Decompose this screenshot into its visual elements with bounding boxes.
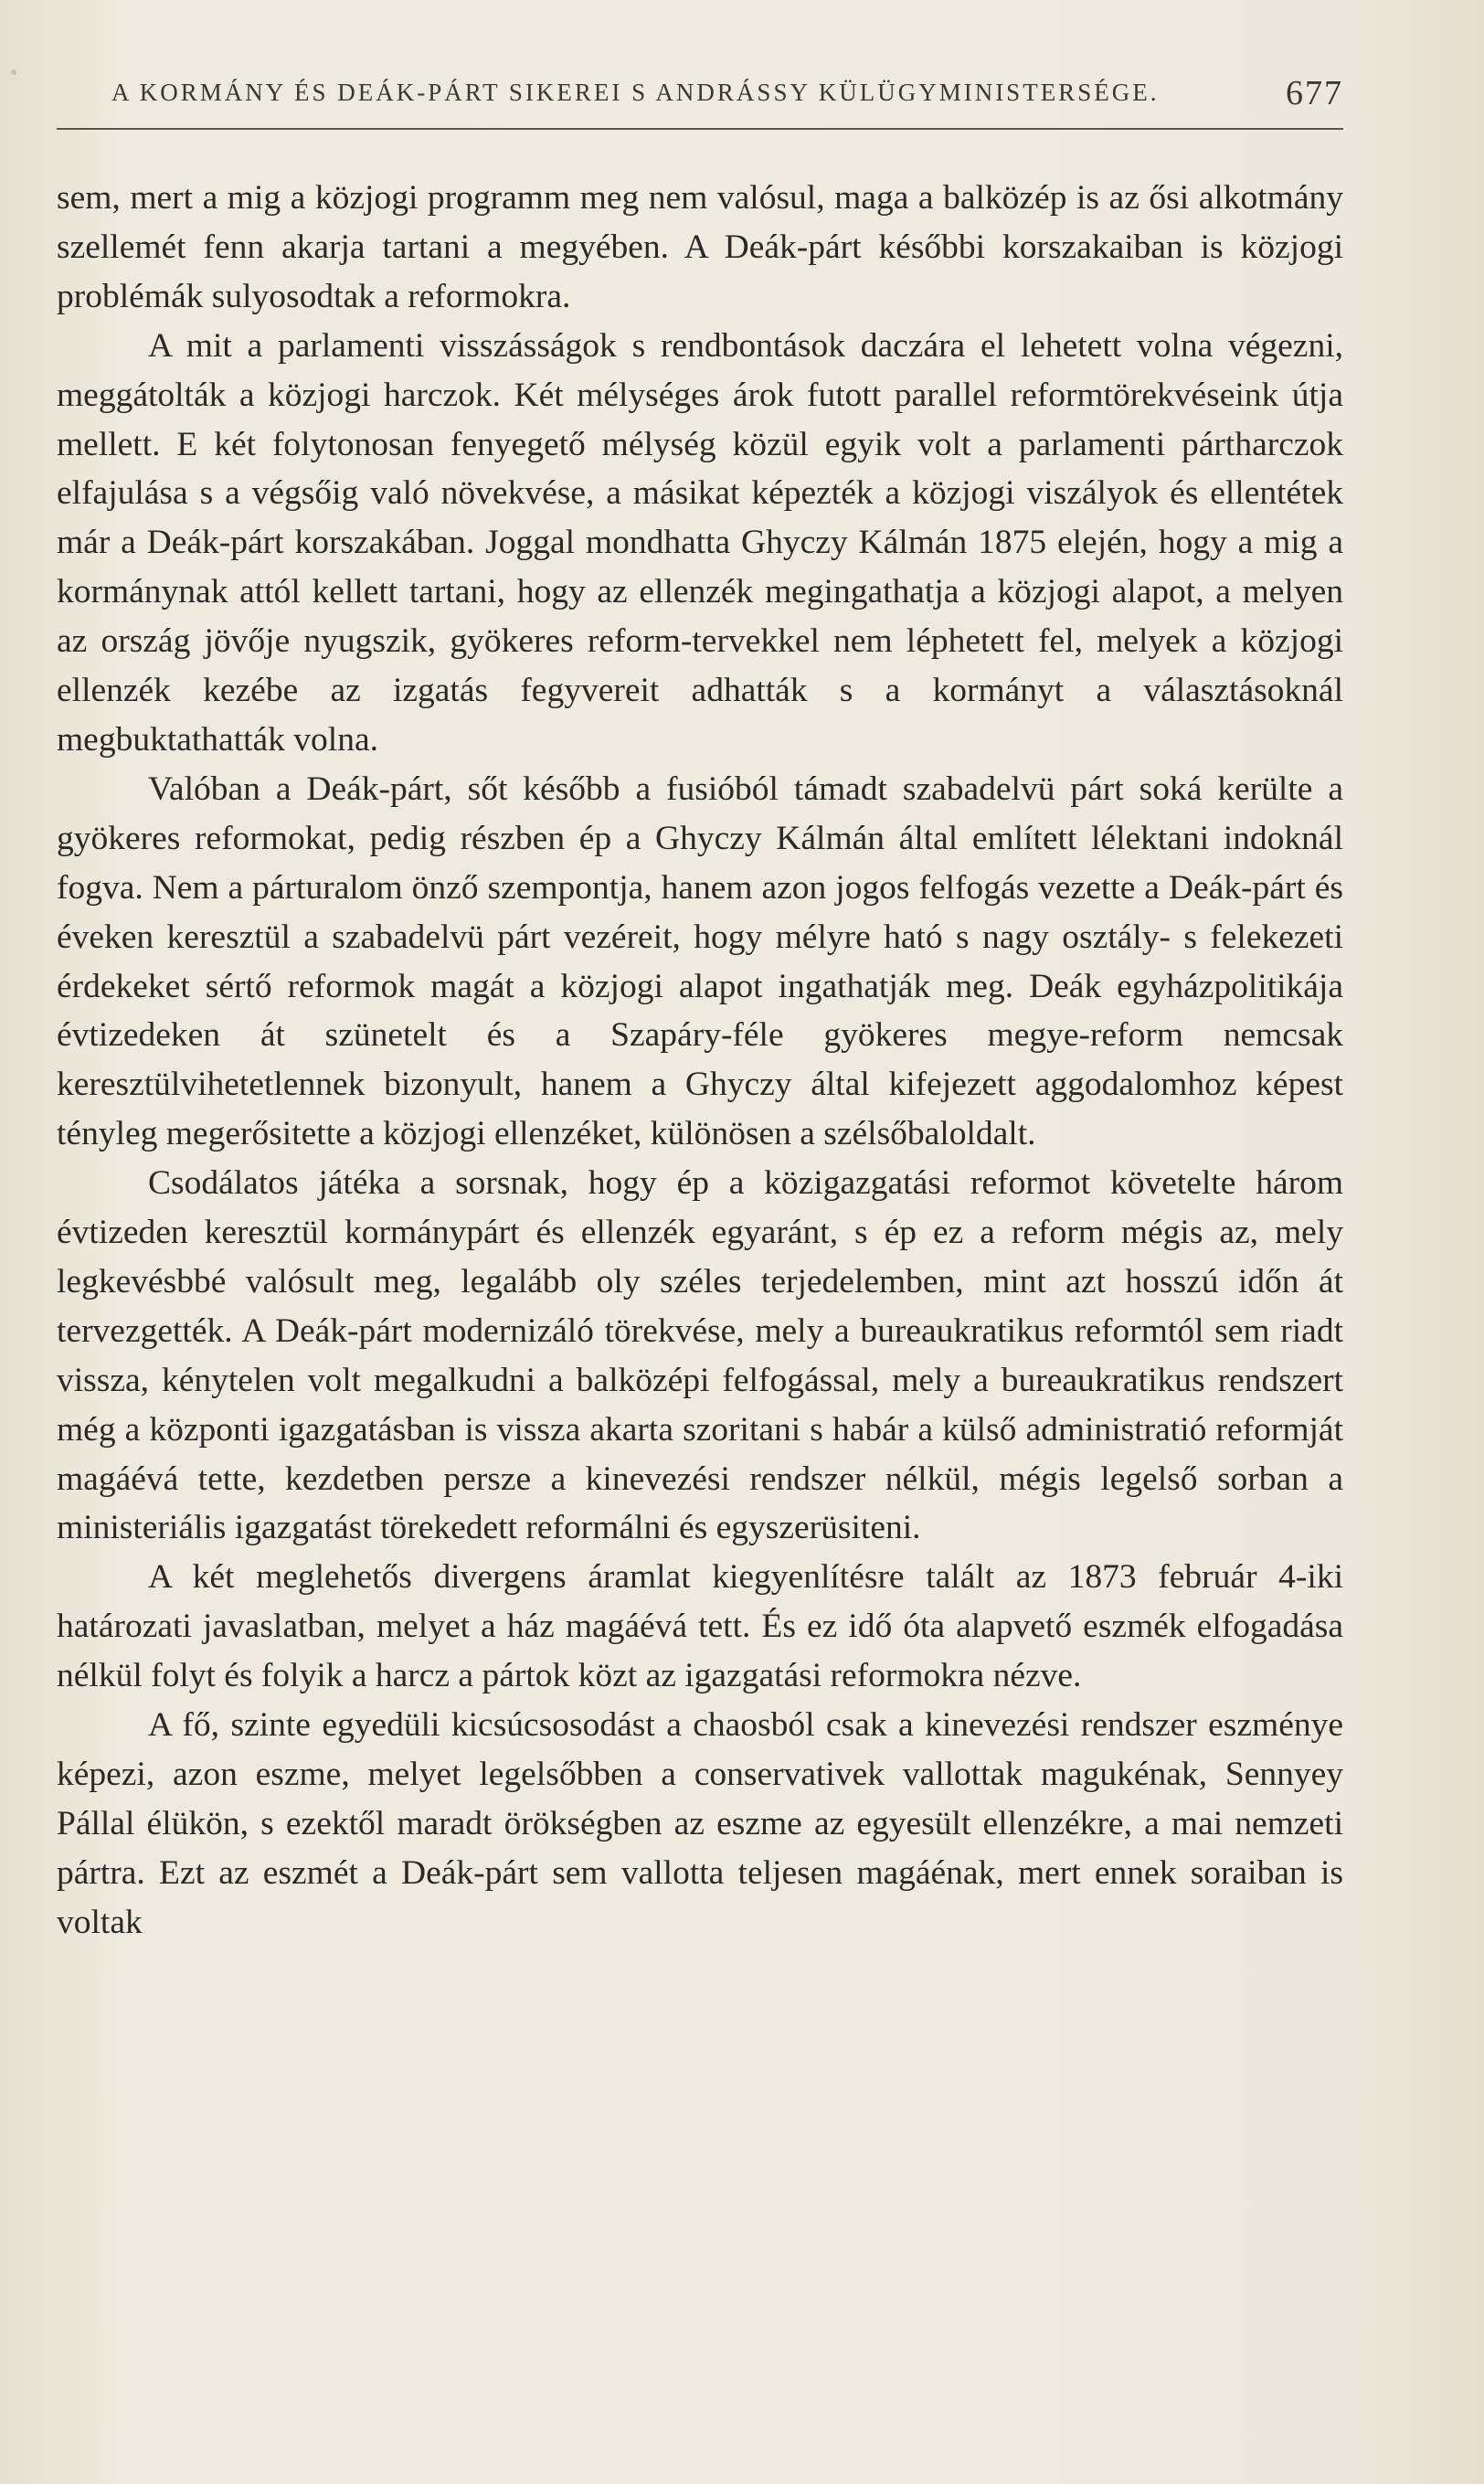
page-header [57, 73, 1343, 130]
body-text [57, 174, 1343, 1948]
running-title: A KORMÁNY ÉS DEÁK-PÁRT SIKEREI S ANDRÁSSY KÜLÜGYMINISTERSÉGE. [111, 79, 1160, 106]
paragraph: sem, mert a mig a közjogi programm meg nem valósul, maga a balközép is az ősi alkotmány szellemét fenn akarja tartani a megyében. A Deák-párt későbbi korszakaiban is közjogi problémák sulyosodtak a reformokra. [57, 179, 1343, 315]
paragraph: A mit a parlamenti visszásságok s rendbontások daczára el lehetett volna végezni, meggátolták a közjogi harczok. Két mélységes árok futott parallel reformtörekvéseink útja mellett. E két folytonosan fenyegető mélység közül egyik volt a parlamenti pártharczok elfajulása s a végsőig való növekvése, a másikat képezték a közjogi viszályok és ellentétek már a Deák-párt korszakában. Joggal mondhatta Ghyczy Kálmán 1875 elején, hogy a mig a kormánynak attól kellett tartani, hogy az ellenzék megingathatja a közjogi alapot, a melyen az ország jövője nyugszik, gyökeres reform-tervekkel nem léphetett fel, melyek a közjogi ellenzék kezébe az izgatás fegyvereit adhatták s a kormányt a választásoknál megbuktathatták volna. [57, 326, 1343, 759]
paragraph: Csodálatos játéka a sorsnak, hogy ép a közigazgatási reformot követelte három évtizeden keresztül kormánypárt és ellenzék egyaránt, s ép ez a reform mégis az, mely legkevésbbé valósult meg, legalább oly széles terjedelemben, mint azt hosszú időn át tervezgették. A Deák-párt modernizáló törekvése, mely a bureaukratikus reformtól sem riadt vissza, kénytelen volt megalkudni a balközépi felfogással, mely a bureaukratikus rendszert még a központi igazgatásban is vissza akarta szoritani s habár a külső administratió reformját magáévá tette, kezdetben persze a kinevezési rendszer nélkül, mégis legelső sorban a ministeriális igazgatást törekedett reformálni és egyszerüsiteni. [57, 1164, 1343, 1547]
paragraph: Valóban a Deák-párt, sőt később a fusióból támadt szabadelvü párt soká kerülte a gyökeres reformokat, pedig részben ép a Ghyczy Kálmán által említett lélektani indoknál fogva. Nem a párturalom önző szempontja, hanem azon jogos felfogás vezette a Deák-párt és éveken keresztül a szabadelvü párt vezéreit, hogy mélyre ható s nagy osztály- s felekezeti érdekeket sértő reformok magát a közjogi alapot ingathatják meg. Deák egyházpolitikája évtizedeken át szünetelt és a Szapáry-féle gyökeres megye-reform nemcsak keresztülvihetetlennek bizonyult, hanem a Ghyczy által kifejezett aggodalomhoz képest tényleg megerősitette a közjogi ellenzéket, különösen a szélsőbaloldalt. [57, 770, 1343, 1153]
paragraph: A két meglehetős divergens áramlat kiegyenlítésre talált az 1873 február 4-iki határozati javaslatban, melyet a ház magáévá tett. És ez idő óta alapvető eszmék elfogadása nélkül folyt és folyik a harcz a pártok közt az igazgatási reformokra nézve. [57, 1558, 1343, 1695]
page-speck [11, 69, 16, 75]
page-number: 677 [1286, 74, 1343, 112]
paragraph: A fő, szinte egyedüli kicsúcsosodást a chaosból csak a kinevezési rendszer eszménye képezi, azon eszme, melyet legelsőbben a conservativek vallottak magukénak, Sennyey Pállal élükön, s ezektől maradt örökségben az eszme az egyesült ellenzékre, a mai nemzeti pártra. Ezt az eszmét a Deák-párt sem vallotta teljesen magáénak, mert ennek soraiban is voltak [57, 1706, 1343, 1941]
